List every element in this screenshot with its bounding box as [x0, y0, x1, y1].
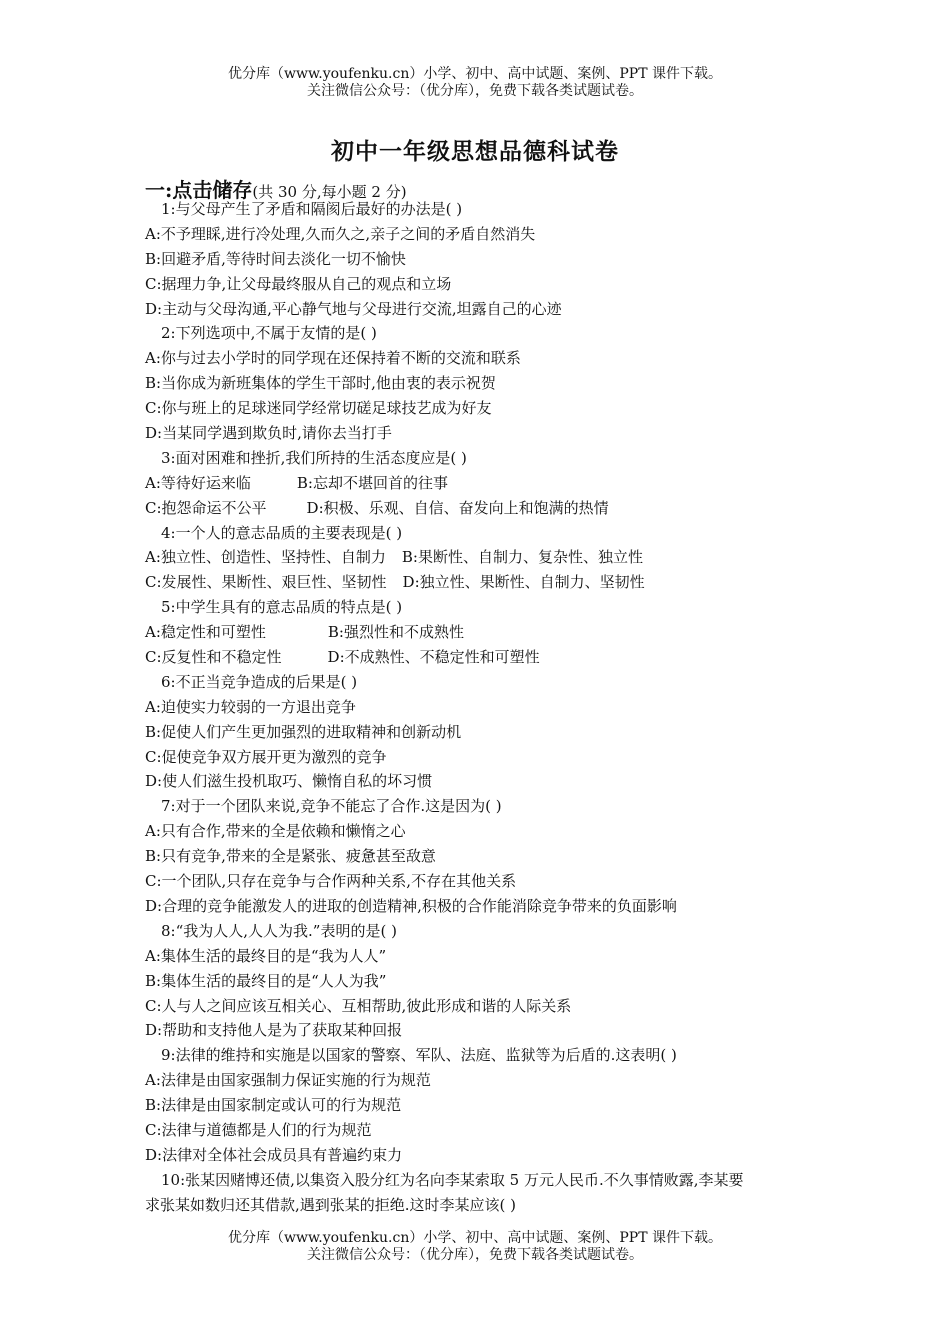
exam-title: 初中一年级思想品德科试卷	[331, 138, 619, 165]
option-row	[145, 471, 815, 496]
option-row	[145, 620, 815, 645]
footer-line-2: 关注微信公众号：（优分库），免费下载各类试题试卷。	[307, 1247, 643, 1263]
option-c: C:一个团队,只存在竞争与合作两种关系,不存在其他关系	[145, 872, 517, 891]
question-stem: 1:与父母产生了矛盾和隔阂后最好的办法是( )	[161, 200, 463, 218]
option-b: B:集体生活的最终目的是“人人为我”	[145, 971, 387, 990]
footer-line-1: 优分库（www.youfenku.cn）小学、初中、高中试题、案例、PPT 课件下载。	[227, 1230, 722, 1246]
question-stem: 5:中学生具有的意志品质的特点是( )	[161, 598, 403, 617]
option-b: B:法律是由国家制定或认可的行为规范	[145, 1096, 402, 1115]
option-row	[145, 645, 815, 670]
option-d: D:当某同学遇到欺负时,请你去当打手	[145, 424, 392, 443]
option-row	[145, 570, 815, 595]
option-c: C:法律与道德都是人们的行为规范	[145, 1120, 372, 1139]
option-d: D:帮助和支持他人是为了获取某种回报	[145, 1021, 403, 1040]
option-a: A:迫使实力较弱的一方退出竞争	[145, 697, 356, 716]
option-c: C:你与班上的足球迷同学经常切磋足球技艺成为好友	[145, 399, 492, 418]
question-stem: 6:不正当竞争造成的后果是( )	[161, 672, 358, 691]
option-row	[145, 545, 815, 570]
option-row	[145, 496, 815, 521]
option-c: C:抱怨命运不公平	[145, 498, 267, 517]
question-stem: 9:法律的维持和实施是以国家的警察、军队、法庭、监狱等为后盾的.这表明( )	[161, 1046, 677, 1065]
option-c: C:反复性和不稳定性	[145, 648, 282, 667]
option-d: D:独立性、果断性、自制力、坚韧性	[402, 573, 645, 592]
page-footer	[0, 1230, 950, 1264]
option-d: D:合理的竞争能激发人的进取的创造精神,积极的合作能消除竞争带来的负面影响	[145, 896, 677, 915]
question-stem: 10:张某因赌博还债,以集资入股分红为名向李某索取 5 万元人民币.不久事情败露,李某要	[161, 1170, 744, 1189]
option-a: A:稳定性和可塑性	[145, 623, 266, 642]
option-b: B:只有竞争,带来的全是紧张、疲惫甚至敌意	[145, 847, 436, 866]
option-c: C:促使竞争双方展开更为激烈的竞争	[145, 747, 387, 766]
option-b: B:回避矛盾,等待时间去淡化一切不愉快	[145, 249, 406, 268]
page-header	[0, 66, 950, 100]
option-b: B:促使人们产生更加强烈的进取精神和创新动机	[145, 722, 462, 741]
question-stem-continued: 求张某如数归还其借款,遇到张某的拒绝.这时李某应该( )	[145, 1195, 517, 1214]
option-a: A:等待好运来临	[145, 473, 251, 492]
header-line-1: 优分库（www.youfenku.cn）小学、初中、高中试题、案例、PPT 课件下载。	[227, 66, 722, 82]
question-stem: 8:“我为人人,人人为我.”表明的是( )	[161, 921, 397, 940]
option-c: C:据理力争,让父母最终服从自己的观点和立场	[145, 274, 452, 293]
option-c: C:发展性、果断性、艰巨性、坚韧性	[145, 573, 387, 592]
option-a: A:法律是由国家强制力保证实施的行为规范	[145, 1071, 431, 1090]
option-a: A:你与过去小学时的同学现在还保持着不断的交流和联系	[145, 349, 521, 368]
question-stem: 7:对于一个团队来说,竞争不能忘了合作.这是因为( )	[161, 797, 502, 816]
option-d: D:不成熟性、不稳定性和可塑性	[327, 648, 540, 667]
question-stem: 3:面对困难和挫折,我们所持的生活态度应是( )	[161, 448, 467, 467]
option-a: A:集体生活的最终目的是“我为人人”	[145, 946, 387, 965]
option-a: A:只有合作,带来的全是依赖和懒惰之心	[145, 822, 406, 841]
question-list	[145, 197, 815, 1218]
option-d: D:积极、乐观、自信、奋发向上和饱满的热情	[306, 498, 609, 517]
section-title: 一:点击储存	[145, 178, 253, 202]
question-stem: 2:下列选项中,不属于友情的是( )	[161, 324, 377, 343]
option-c: C:人与人之间应该互相关心、互相帮助,彼此形成和谐的人际关系	[145, 996, 572, 1015]
option-b: B:当你成为新班集体的学生干部时,他由衷的表示祝贺	[145, 374, 496, 393]
header-line-2: 关注微信公众号：（优分库），免费下载各类试题试卷。	[307, 83, 643, 99]
option-b: B:忘却不堪回首的往事	[296, 473, 448, 492]
option-b: B:果断性、自制力、复杂性、独立性	[401, 548, 643, 567]
section-note: (共 30 分,每小题 2 分)	[252, 183, 407, 201]
question-stem: 4:一个人的意志品质的主要表现是( )	[161, 523, 403, 542]
option-d: D:主动与父母沟通,平心静气地与父母进行交流,坦露自己的心迹	[145, 299, 562, 318]
option-d: D:使人们滋生投机取巧、懒惰自私的坏习惯	[145, 772, 433, 791]
option-b: B:强烈性和不成熟性	[327, 623, 464, 642]
option-a: A:不予理睬,进行冷处理,久而久之,亲子之间的矛盾自然消失	[145, 224, 536, 243]
option-d: D:法律对全体社会成员具有普遍约束力	[145, 1145, 403, 1164]
option-a: A:独立性、创造性、坚持性、自制力	[145, 548, 386, 567]
